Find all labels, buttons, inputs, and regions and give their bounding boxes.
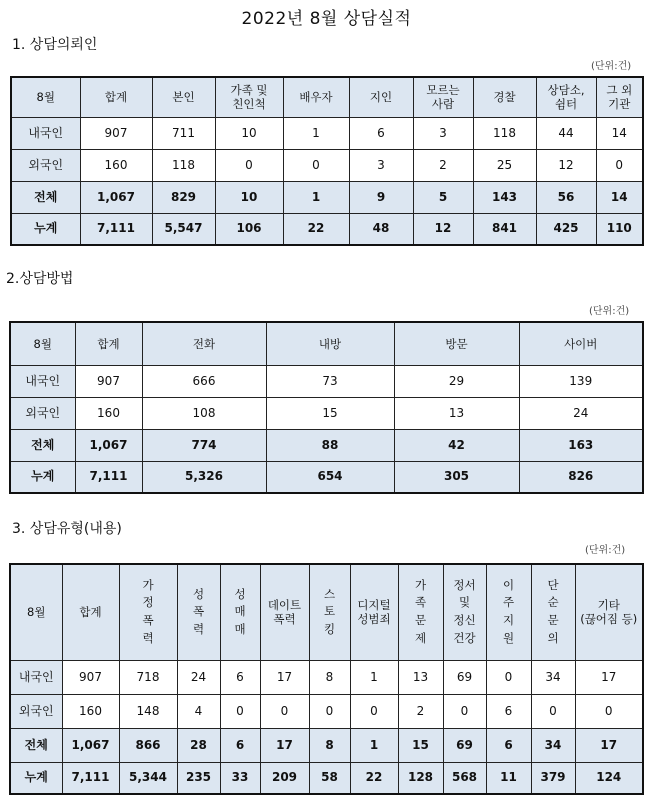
table-cell: 2 xyxy=(413,149,473,181)
method-table xyxy=(9,321,644,494)
table-cell: 73 xyxy=(266,365,394,397)
table-cell: 24 xyxy=(519,397,643,429)
table-cell: 235 xyxy=(177,762,220,794)
row-label: 전체 xyxy=(11,181,80,213)
table-cell: 305 xyxy=(394,461,519,493)
row-label: 내국인 xyxy=(11,117,80,149)
column-header: 상담소, 쉼터 xyxy=(536,77,596,117)
column-header: 가족 및 친인척 xyxy=(215,77,283,117)
table-cell: 128 xyxy=(398,762,443,794)
column-header: 사이버 xyxy=(519,322,643,365)
column-header: 지인 xyxy=(349,77,413,117)
table-cell: 160 xyxy=(75,397,142,429)
section3-heading: 3. 상담유형(내용) xyxy=(12,521,122,537)
table-cell: 6 xyxy=(220,728,260,762)
section1-unit: (단위:건) xyxy=(591,61,632,72)
table-cell: 106 xyxy=(215,213,283,245)
table-cell: 13 xyxy=(398,660,443,694)
table-cell: 10 xyxy=(215,181,283,213)
table-row xyxy=(11,117,643,149)
table-cell: 774 xyxy=(142,429,266,461)
table-cell: 379 xyxy=(531,762,575,794)
table-row xyxy=(11,213,643,245)
table-cell: 29 xyxy=(394,365,519,397)
table-cell: 160 xyxy=(80,149,152,181)
referrer-table xyxy=(10,76,644,246)
table-row xyxy=(10,694,643,728)
table-cell: 44 xyxy=(536,117,596,149)
table-cell: 425 xyxy=(536,213,596,245)
table-cell: 7,111 xyxy=(75,461,142,493)
table-cell: 6 xyxy=(486,694,531,728)
table-cell: 11 xyxy=(486,762,531,794)
table-cell: 34 xyxy=(531,728,575,762)
table-cell: 25 xyxy=(473,149,536,181)
table-cell: 88 xyxy=(266,429,394,461)
column-header: 성 폭 력 xyxy=(177,564,220,660)
row-label: 외국인 xyxy=(10,694,62,728)
row-label: 내국인 xyxy=(10,365,75,397)
table-cell: 826 xyxy=(519,461,643,493)
header-row xyxy=(11,77,643,117)
table-cell: 1 xyxy=(283,181,349,213)
section1-heading: 1. 상담의뢰인 xyxy=(12,37,98,53)
table-cell: 17 xyxy=(260,660,309,694)
table-cell: 6 xyxy=(486,728,531,762)
column-header: 합계 xyxy=(80,77,152,117)
table-cell: 160 xyxy=(62,694,119,728)
table-cell: 22 xyxy=(350,762,398,794)
column-header: 디지털 성범죄 xyxy=(350,564,398,660)
table-cell: 0 xyxy=(260,694,309,728)
table-cell: 5,344 xyxy=(119,762,177,794)
table-cell: 118 xyxy=(473,117,536,149)
table-cell: 7,111 xyxy=(62,762,119,794)
table-cell: 1,067 xyxy=(75,429,142,461)
table-cell: 24 xyxy=(177,660,220,694)
column-header: 단 순 문 의 xyxy=(531,564,575,660)
table-cell: 56 xyxy=(536,181,596,213)
table-cell: 0 xyxy=(350,694,398,728)
table-cell: 0 xyxy=(283,149,349,181)
column-header: 성 매 매 xyxy=(220,564,260,660)
table-cell: 0 xyxy=(486,660,531,694)
column-header: 합계 xyxy=(75,322,142,365)
table-cell: 12 xyxy=(536,149,596,181)
table-cell: 69 xyxy=(443,728,486,762)
table-cell: 3 xyxy=(349,149,413,181)
column-header: 8월 xyxy=(10,322,75,365)
column-header: 8월 xyxy=(11,77,80,117)
table-cell: 22 xyxy=(283,213,349,245)
table-cell: 0 xyxy=(215,149,283,181)
table-cell: 17 xyxy=(575,660,643,694)
table-cell: 34 xyxy=(531,660,575,694)
table-cell: 6 xyxy=(349,117,413,149)
table-cell: 841 xyxy=(473,213,536,245)
table-row xyxy=(11,181,643,213)
table-row xyxy=(10,429,643,461)
page-title: 2022년 8월 상담실적 xyxy=(241,9,412,29)
table-cell: 0 xyxy=(220,694,260,728)
table-cell: 5,326 xyxy=(142,461,266,493)
table-cell: 3 xyxy=(413,117,473,149)
header-row xyxy=(10,322,643,365)
table-cell: 8 xyxy=(309,728,350,762)
column-header: 배우자 xyxy=(283,77,349,117)
table-cell: 110 xyxy=(596,213,643,245)
table-cell: 163 xyxy=(519,429,643,461)
table-cell: 5 xyxy=(413,181,473,213)
row-label: 전체 xyxy=(10,429,75,461)
row-label: 내국인 xyxy=(10,660,62,694)
column-header: 이 주 지 원 xyxy=(486,564,531,660)
table-cell: 5,547 xyxy=(152,213,215,245)
row-label: 누계 xyxy=(10,461,75,493)
table-cell: 8 xyxy=(309,660,350,694)
table-row xyxy=(10,728,643,762)
column-header: 전화 xyxy=(142,322,266,365)
table-cell: 6 xyxy=(220,660,260,694)
table-cell: 0 xyxy=(575,694,643,728)
column-header: 경찰 xyxy=(473,77,536,117)
table-cell: 48 xyxy=(349,213,413,245)
table-cell: 866 xyxy=(119,728,177,762)
table-cell: 58 xyxy=(309,762,350,794)
table-cell: 10 xyxy=(215,117,283,149)
table-cell: 568 xyxy=(443,762,486,794)
column-header: 모르는 사람 xyxy=(413,77,473,117)
table-cell: 0 xyxy=(531,694,575,728)
table-cell: 1 xyxy=(283,117,349,149)
column-header: 가 족 문 제 xyxy=(398,564,443,660)
table-cell: 42 xyxy=(394,429,519,461)
table-cell: 7,111 xyxy=(80,213,152,245)
section2-unit: (단위:건) xyxy=(589,306,630,317)
table-cell: 1,067 xyxy=(80,181,152,213)
table-cell: 718 xyxy=(119,660,177,694)
column-header: 가 정 폭 력 xyxy=(119,564,177,660)
table-cell: 143 xyxy=(473,181,536,213)
table-cell: 13 xyxy=(394,397,519,429)
table-cell: 654 xyxy=(266,461,394,493)
table-cell: 1,067 xyxy=(62,728,119,762)
section3-unit: (단위:건) xyxy=(585,545,626,556)
row-label: 누계 xyxy=(10,762,62,794)
table-cell: 124 xyxy=(575,762,643,794)
table-cell: 907 xyxy=(75,365,142,397)
column-header: 방문 xyxy=(394,322,519,365)
table-row xyxy=(10,762,643,794)
table-cell: 209 xyxy=(260,762,309,794)
table-cell: 9 xyxy=(349,181,413,213)
table-cell: 17 xyxy=(575,728,643,762)
row-label: 누계 xyxy=(11,213,80,245)
table-cell: 69 xyxy=(443,660,486,694)
table-cell: 2 xyxy=(398,694,443,728)
table-cell: 711 xyxy=(152,117,215,149)
table-row xyxy=(10,660,643,694)
row-label: 외국인 xyxy=(11,149,80,181)
table-cell: 108 xyxy=(142,397,266,429)
table-row xyxy=(11,149,643,181)
table-cell: 4 xyxy=(177,694,220,728)
table-cell: 829 xyxy=(152,181,215,213)
column-header: 본인 xyxy=(152,77,215,117)
table-cell: 15 xyxy=(398,728,443,762)
column-header: 8월 xyxy=(10,564,62,660)
table-row xyxy=(10,461,643,493)
column-header: 합계 xyxy=(62,564,119,660)
table-cell: 1 xyxy=(350,660,398,694)
table-cell: 0 xyxy=(309,694,350,728)
table-cell: 17 xyxy=(260,728,309,762)
table-row xyxy=(10,397,643,429)
table-cell: 139 xyxy=(519,365,643,397)
table-cell: 15 xyxy=(266,397,394,429)
column-header: 기타 (끊어짐 등) xyxy=(575,564,643,660)
table-cell: 148 xyxy=(119,694,177,728)
type-table xyxy=(9,563,644,795)
table-cell: 0 xyxy=(596,149,643,181)
table-cell: 12 xyxy=(413,213,473,245)
table-cell: 14 xyxy=(596,181,643,213)
table-cell: 14 xyxy=(596,117,643,149)
table-row xyxy=(10,365,643,397)
table-cell: 33 xyxy=(220,762,260,794)
table-cell: 907 xyxy=(80,117,152,149)
table-cell: 666 xyxy=(142,365,266,397)
table-cell: 118 xyxy=(152,149,215,181)
table-cell: 0 xyxy=(443,694,486,728)
row-label: 전체 xyxy=(10,728,62,762)
column-header: 그 외 기관 xyxy=(596,77,643,117)
section2-heading: 2.상담방법 xyxy=(6,271,74,287)
table-cell: 907 xyxy=(62,660,119,694)
row-label: 외국인 xyxy=(10,397,75,429)
column-header: 정서 및 정신 건강 xyxy=(443,564,486,660)
column-header: 데이트 폭력 xyxy=(260,564,309,660)
header-row xyxy=(10,564,643,660)
table-cell: 1 xyxy=(350,728,398,762)
column-header: 내방 xyxy=(266,322,394,365)
column-header: 스 토 킹 xyxy=(309,564,350,660)
table-cell: 28 xyxy=(177,728,220,762)
